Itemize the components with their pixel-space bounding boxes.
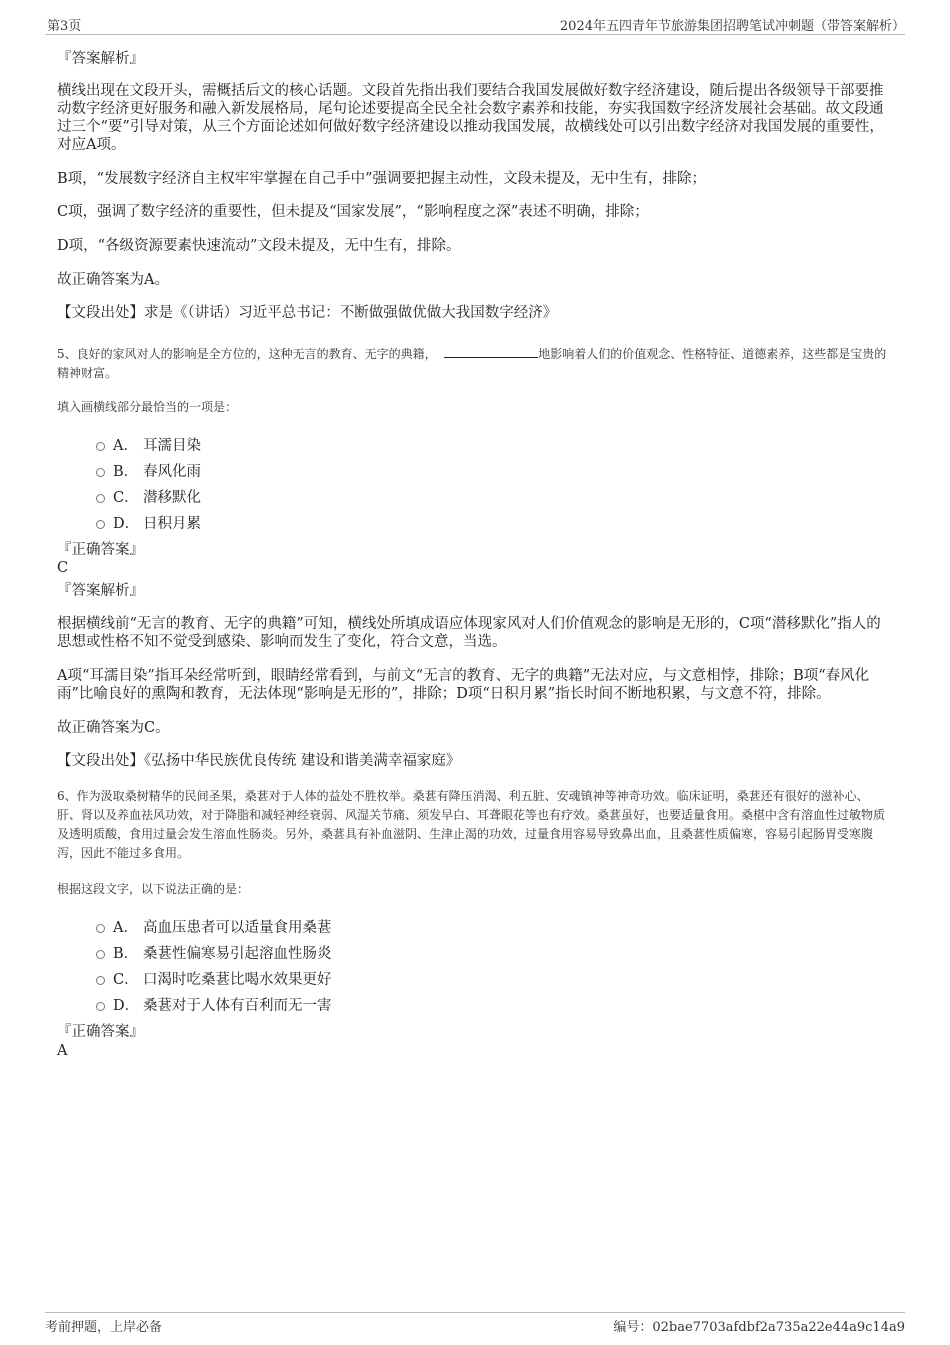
option-text: 潜移默化 [143, 489, 201, 506]
q5-answer: C [57, 560, 69, 576]
option-text: 口渴时吃桑葚比喝水效果更好 [143, 971, 332, 988]
q5-stem [57, 345, 889, 383]
q4-source: 【文段出处】求是《（讲话）习近平总书记：不断做强做优做大我国数字经济》 [57, 305, 558, 321]
q5-analysis-label: 『答案解析』 [57, 583, 144, 599]
document-id: 编号：02bae7703afdbf2a735a22e44a9c14a9 [613, 1320, 905, 1335]
q5-source: 【文段出处】《弘扬中华民族优良传统 建设和谐美满幸福家庭》 [57, 753, 461, 769]
q4-option-d-analysis: D项，“各级资源要素快速流动”文段未提及，无中生有，排除。 [57, 238, 461, 254]
q5-blank [444, 345, 538, 358]
radio-icon[interactable] [96, 924, 105, 933]
footer-slogan: 考前押题，上岸必备 [45, 1320, 163, 1335]
q4-analysis-label: 『答案解析』 [57, 51, 144, 67]
q4-conclusion: 故正确答案为A。 [57, 272, 169, 288]
q5-option-d[interactable]: D． 日积月累 [96, 512, 201, 532]
radio-icon[interactable] [96, 1002, 105, 1011]
radio-icon[interactable] [96, 468, 105, 477]
document-title: 2024年五四青年节旅游集团招聘笔试冲刺题（带答案解析） [559, 19, 905, 34]
q5-option-a[interactable]: A． 耳濡目染 [96, 434, 201, 454]
q6-option-d[interactable]: D． 桑葚对于人体有百利而无一害 [96, 994, 332, 1014]
q6-answer-label: 『正确答案』 [57, 1024, 144, 1040]
q6-answer: A [57, 1043, 68, 1059]
option-text: 耳濡目染 [143, 437, 201, 454]
option-text: 春风化雨 [143, 463, 201, 480]
q6-stem: 6、作为汲取桑树精华的民间圣果，桑葚对于人体的益处不胜枚举。桑葚有降压消渴、利五脏、安魂镇神等神奇功效。临床证明，桑葚还有很好的滋补心、肝、肾以及养血祛风功效，对于降脂和减轻神经衰弱、风湿关节痛、须发早白、耳聋眼花等也有疗效。桑葚虽好，也要适量食用。桑椹中含有溶血性过敏物质及透明质酸，食用过量会发生溶血性肠炎。另外，桑葚具有补血滋阴、生津止渴的功效，过量食用容易导致鼻出血，且桑葚性质偏寒，容易引起肠胃受寒腹泻，因此不能过多食用。 [57, 789, 886, 860]
radio-icon[interactable] [96, 442, 105, 451]
radio-icon[interactable] [96, 494, 105, 503]
q5-option-c[interactable]: C． 潜移默化 [96, 486, 201, 506]
q6-option-c[interactable]: C． 口渴时吃桑葚比喝水效果更好 [96, 968, 332, 988]
q5-stem-before: 5、良好的家风对人的影响是全方位的，这种无言的教育、无字的典籍， [57, 347, 437, 361]
q5-conclusion: 故正确答案为C。 [57, 720, 170, 736]
q5-stem-after: 地影响着人们的价值观念、性格特征、道德素养，这些都是宝贵的精神财富。 [57, 347, 887, 380]
q5-option-b[interactable]: B． 春风化雨 [96, 460, 201, 480]
q4-analysis-paragraph: 横线出现在文段开头，需概括后文的核心话题。文段首先指出我们要结合我国发展做好数字经济建设，随后提出各级领导干部要推动数字经济更好服务和融入新发展格局，尾句论述要提高全民全社会数字素养和技能，夯实我国数字经济发展社会基础。故文段通过三个“要”引导对策，从三个方面论述如何做好数字经济建设以推动我国发展，故横线处可以引出数字经济对我国发展的重要性，对应A项。 [57, 83, 884, 153]
radio-icon[interactable] [96, 520, 105, 529]
q4-option-b-analysis: B项，“发展数字经济自主权牢牢掌握在自己手中”强调要把握主动性，文段未提及，无中生有，排除； [57, 171, 706, 187]
q6-prompt: 根据这段文字，以下说法正确的是： [57, 882, 250, 896]
page-number: 第3页 [47, 19, 82, 34]
q5-options-analysis: A项“耳濡目染”指耳朵经常听到，眼睛经常看到，与前文“无言的教育、无字的典籍”无法对应，与文意相悖，排除；B项“春风化雨”比喻良好的熏陶和教育，无法体现“影响是无形的”，排除；D项“日积月累”指长时间不断地积累，与文意不符，排除。 [57, 668, 870, 702]
radio-icon[interactable] [96, 950, 105, 959]
option-text: 日积月累 [143, 515, 201, 532]
option-text: 桑葚对于人体有百利而无一害 [143, 997, 332, 1014]
q6-option-a[interactable]: A． 高血压患者可以适量食用桑葚 [96, 916, 332, 936]
radio-icon[interactable] [96, 976, 105, 985]
option-text: 高血压患者可以适量食用桑葚 [143, 919, 332, 936]
q5-prompt: 填入画横线部分最恰当的一项是： [57, 400, 238, 414]
q5-analysis-paragraph: 根据横线前“无言的教育、无字的典籍”可知，横线处所填成语应体现家风对人们价值观念的影响是无形的，C项“潜移默化”指人的思想或性格不知不觉受到感染、影响而发生了变化，符合文意，当选。 [57, 616, 881, 650]
option-text: 桑葚性偏寒易引起溶血性肠炎 [143, 945, 332, 962]
q6-option-b[interactable]: B． 桑葚性偏寒易引起溶血性肠炎 [96, 942, 332, 962]
page-header [45, 14, 905, 35]
q5-answer-label: 『正确答案』 [57, 542, 144, 558]
q4-option-c-analysis: C项，强调了数字经济的重要性，但未提及“国家发展”，“影响程度之深”表述不明确，排除； [57, 204, 649, 220]
page-footer [45, 1312, 905, 1335]
